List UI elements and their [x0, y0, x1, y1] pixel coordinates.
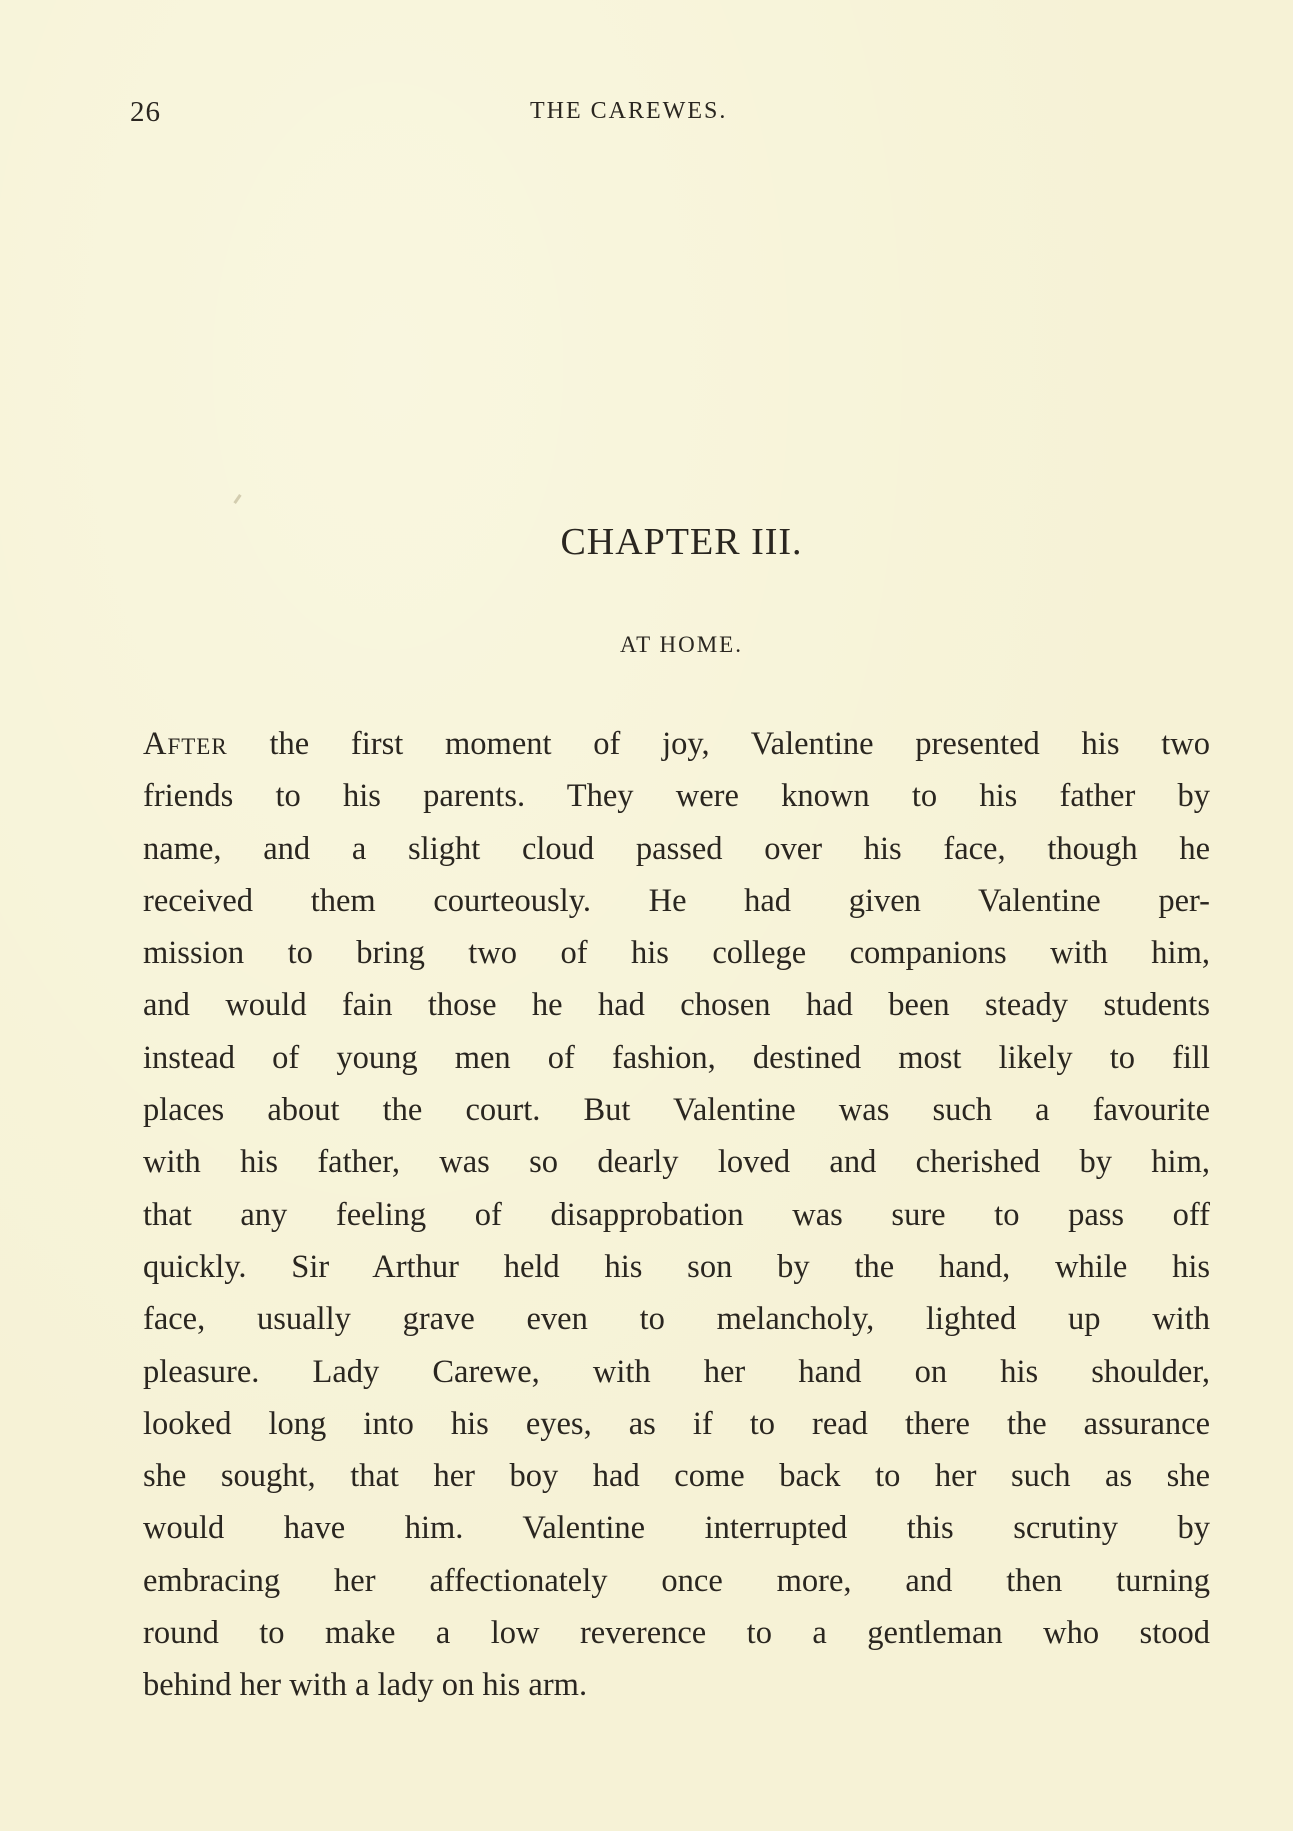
- text-line: she sought, that her boy had come back to her such as she: [143, 1458, 1210, 1495]
- page-number: 26: [130, 96, 161, 128]
- chapter-heading: CHAPTER III.: [560, 521, 803, 563]
- text-line: would have him. Valentine interrupted this scrutiny by: [143, 1510, 1210, 1547]
- text-line: friends to his parents. They were known to his father by: [143, 778, 1210, 815]
- paper-speck: [233, 494, 241, 504]
- text-line: with his father, was so dearly loved and cherished by him,: [143, 1144, 1210, 1181]
- running-title: THE CAREWES.: [530, 98, 728, 124]
- text-line: round to make a low reverence to a gentleman who stood: [143, 1615, 1210, 1652]
- text-line: and would fain those he had chosen had been steady students: [143, 987, 1210, 1024]
- text-line-rest: the first moment of joy, Valentine presented his two: [227, 726, 1210, 762]
- text-line: received them courteously. He had given Valentine per-: [143, 882, 1210, 919]
- text-line: places about the court. But Valentine was such a favourite: [143, 1092, 1210, 1129]
- text-line: [143, 718, 1210, 770]
- drop-word: After: [143, 726, 228, 762]
- text-line: that any feeling of disapprobation was sure to pass off: [143, 1196, 1210, 1233]
- chapter-subtitle: AT HOME.: [620, 632, 743, 657]
- text-line: embracing her affectionately once more, and then turning: [143, 1562, 1210, 1599]
- text-line: name, and a slight cloud passed over his face, though he: [143, 830, 1210, 867]
- text-line: behind her with a lady on his arm.: [143, 1667, 588, 1704]
- body-paragraph: [143, 718, 1210, 1712]
- running-head: [130, 96, 1210, 136]
- text-line: mission to bring two of his college companions with him,: [143, 935, 1210, 972]
- text-line: instead of young men of fashion, destined most likely to fill: [143, 1039, 1210, 1076]
- text-line: face, usually grave even to melancholy, lighted up with: [143, 1301, 1210, 1338]
- text-line: looked long into his eyes, as if to read there the assurance: [143, 1405, 1210, 1442]
- text-line: pleasure. Lady Carewe, with her hand on his shoulder,: [143, 1353, 1210, 1390]
- text-line: quickly. Sir Arthur held his son by the hand, while his: [143, 1248, 1210, 1285]
